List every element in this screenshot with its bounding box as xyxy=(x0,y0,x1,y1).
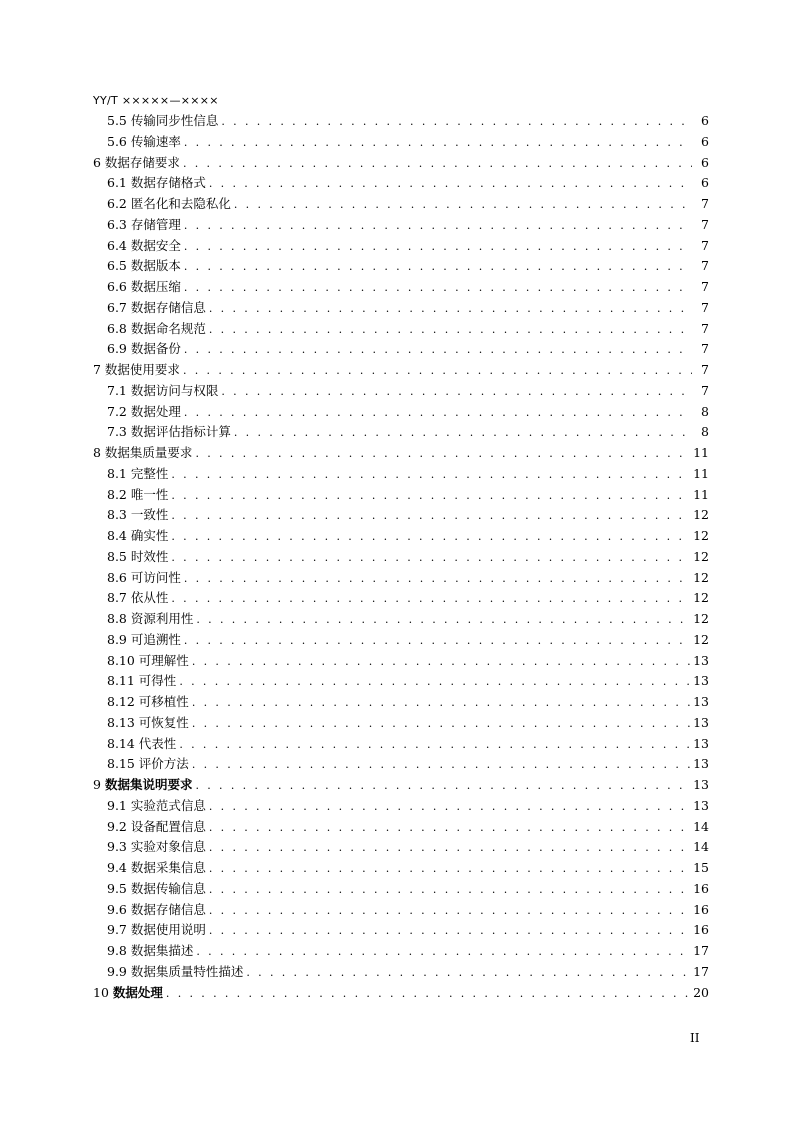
toc-entry-page: 7 xyxy=(701,216,709,232)
toc-entry-label: 7.3 数据评估指标计算 xyxy=(107,424,231,440)
toc-entry[interactable] xyxy=(93,568,709,589)
toc-entry-label: 9.5 数据传输信息 xyxy=(107,880,206,896)
toc-leader-dots xyxy=(192,755,690,776)
toc-entry[interactable] xyxy=(93,464,709,485)
toc-entry-page: 15 xyxy=(693,860,709,875)
toc-entry-label: 7.2 数据处理 xyxy=(107,403,181,419)
toc-entry[interactable] xyxy=(93,547,709,568)
toc-entry-label: 9.9 数据集质量特性描述 xyxy=(107,963,244,979)
toc-entry-label: 8.6 可访问性 xyxy=(107,569,181,585)
toc-leader-dots xyxy=(196,610,690,631)
page-number: II xyxy=(690,1031,700,1045)
toc-entry-label: 6.3 存储管理 xyxy=(107,216,181,232)
toc-entry-page: 13 xyxy=(693,694,709,709)
toc-entry[interactable] xyxy=(93,236,709,257)
toc-entry-page: 13 xyxy=(693,652,709,668)
toc-leader-dots xyxy=(184,340,692,361)
toc-entry[interactable] xyxy=(93,422,709,443)
toc-entry-label: 6.7 数据存储信息 xyxy=(107,299,206,315)
toc-entry-label: 8.7 依从性 xyxy=(107,590,169,606)
toc-leader-dots xyxy=(195,444,690,465)
toc-entry[interactable] xyxy=(93,588,709,609)
toc-leader-dots xyxy=(184,569,690,590)
toc-entry-page: 16 xyxy=(693,901,709,917)
toc-leader-dots xyxy=(246,963,690,984)
toc-entry-label: 9.6 数据存储信息 xyxy=(107,901,206,917)
toc-entry-label: 8.13 可恢复性 xyxy=(107,714,189,730)
toc-entry-label: 8.8 资源利用性 xyxy=(107,611,194,626)
toc-entry-page: 12 xyxy=(693,569,709,585)
toc-leader-dots xyxy=(183,154,692,175)
toc-entry-label: 8.9 可追溯性 xyxy=(107,631,181,647)
toc-entry[interactable] xyxy=(93,360,709,381)
toc-leader-dots xyxy=(209,859,690,880)
toc-entry-page: 14 xyxy=(693,818,709,834)
toc-entry[interactable] xyxy=(93,443,709,464)
toc-entry[interactable] xyxy=(93,256,709,277)
toc-entry[interactable] xyxy=(93,609,709,630)
toc-entry-page: 11 xyxy=(693,486,709,502)
toc-leader-dots xyxy=(171,506,690,527)
toc-entry-label: 6.6 数据压缩 xyxy=(107,279,181,294)
toc-entry-label: 8.12 可移植性 xyxy=(107,694,189,709)
toc-leader-dots xyxy=(209,299,692,320)
toc-entry-label: 6.9 数据备份 xyxy=(107,341,181,357)
toc-entry-label: 8.4 确实性 xyxy=(107,528,169,543)
toc-entry[interactable] xyxy=(93,173,709,194)
toc-entry[interactable] xyxy=(93,215,709,236)
toc-entry-label: 6.2 匿名化和去隐私化 xyxy=(107,196,231,211)
toc-entry[interactable] xyxy=(93,319,709,340)
toc-leader-dots xyxy=(184,237,692,258)
toc-leader-dots xyxy=(179,672,690,693)
toc-entry-page: 12 xyxy=(693,507,709,523)
toc-entry-page: 7 xyxy=(701,362,709,377)
toc-leader-dots xyxy=(171,486,690,507)
toc-entry[interactable] xyxy=(93,734,709,755)
toc-leader-dots xyxy=(192,652,690,673)
toc-entry-label: 9.8 数据集描述 xyxy=(107,943,194,958)
toc-entry-page: 8 xyxy=(701,424,709,440)
toc-entry-label: 9.4 数据采集信息 xyxy=(107,860,206,875)
toc-entry-page: 6 xyxy=(701,113,709,128)
toc-entry-page: 13 xyxy=(693,777,709,792)
toc-entry[interactable] xyxy=(93,132,709,153)
toc-entry[interactable] xyxy=(93,402,709,423)
toc-entry[interactable] xyxy=(93,900,709,921)
toc-entry-page: 11 xyxy=(693,465,709,481)
toc-entry[interactable] xyxy=(93,298,709,319)
toc-entry-page: 16 xyxy=(693,880,709,896)
toc-entry-page: 13 xyxy=(693,797,709,813)
toc-entry-page: 7 xyxy=(701,237,709,253)
toc-entry-label: 5.6 传输速率 xyxy=(107,133,181,149)
toc-entry[interactable] xyxy=(93,630,709,651)
toc-entry-page: 16 xyxy=(693,922,709,938)
toc-entry-page: 7 xyxy=(701,341,709,357)
toc-leader-dots xyxy=(192,714,690,735)
toc-entry-page: 7 xyxy=(701,258,709,274)
toc-entry-page: 6 xyxy=(701,133,709,149)
toc-entry-page: 12 xyxy=(693,611,709,626)
toc-entry-label: 9.1 实验范式信息 xyxy=(107,797,206,813)
toc-leader-dots xyxy=(171,465,690,486)
toc-entry-label: 8.5 时效性 xyxy=(107,548,169,564)
toc-entry-page: 6 xyxy=(701,154,709,170)
toc-leader-dots xyxy=(192,693,690,714)
toc-leader-dots xyxy=(221,382,692,403)
toc-entry-label: 8.15 评价方法 xyxy=(107,756,189,772)
toc-leader-dots xyxy=(184,403,692,424)
toc-leader-dots xyxy=(221,112,692,133)
toc-entry-page: 7 xyxy=(701,382,709,398)
toc-entry[interactable] xyxy=(93,111,709,132)
toc-leader-dots xyxy=(196,942,690,963)
toc-entry-page: 11 xyxy=(693,445,709,460)
document-header-id: YY/T ×××××—×××× xyxy=(93,94,219,107)
toc-entry-page: 13 xyxy=(693,756,709,772)
toc-entry-label: 8.3 一致性 xyxy=(107,507,169,523)
toc-entry[interactable] xyxy=(93,858,709,879)
toc-leader-dots xyxy=(209,838,690,859)
toc-entry[interactable] xyxy=(93,941,709,962)
toc-entry[interactable] xyxy=(93,713,709,734)
toc-entry-page: 17 xyxy=(693,963,709,979)
toc-leader-dots xyxy=(171,527,690,548)
toc-entry-label: 7.1 数据访问与权限 xyxy=(107,382,219,398)
table-of-contents xyxy=(93,111,709,1003)
toc-leader-dots xyxy=(166,984,690,1005)
toc-entry-label: 8.1 完整性 xyxy=(107,465,169,481)
toc-leader-dots xyxy=(234,423,692,444)
toc-entry[interactable] xyxy=(93,983,709,1004)
toc-leader-dots xyxy=(234,195,692,216)
toc-entry[interactable] xyxy=(93,754,709,775)
toc-entry[interactable] xyxy=(93,796,709,817)
toc-entry[interactable] xyxy=(93,526,709,547)
toc-entry-label: 9.2 设备配置信息 xyxy=(107,818,206,834)
toc-entry-label: 8.11 可得性 xyxy=(107,673,177,689)
toc-entry-page: 12 xyxy=(693,548,709,564)
toc-entry[interactable] xyxy=(93,837,709,858)
toc-entry[interactable] xyxy=(93,339,709,360)
toc-entry[interactable] xyxy=(93,817,709,838)
toc-entry-label: 7 数据使用要求 xyxy=(93,362,180,377)
toc-leader-dots xyxy=(209,797,690,818)
toc-entry-label: 8.14 代表性 xyxy=(107,735,177,751)
toc-entry-page: 7 xyxy=(701,279,709,294)
toc-leader-dots xyxy=(184,257,692,278)
toc-entry[interactable] xyxy=(93,381,709,402)
toc-entry[interactable] xyxy=(93,920,709,941)
toc-entry-label: 8.10 可理解性 xyxy=(107,652,189,668)
toc-entry[interactable] xyxy=(93,775,709,796)
toc-entry-label: 6 数据存储要求 xyxy=(93,154,180,170)
toc-entry[interactable] xyxy=(93,153,709,174)
toc-entry-page: 13 xyxy=(693,673,709,689)
toc-entry-page: 6 xyxy=(701,175,709,191)
toc-entry-label: 6.5 数据版本 xyxy=(107,258,181,274)
toc-entry[interactable] xyxy=(93,485,709,506)
toc-leader-dots xyxy=(171,548,690,569)
toc-entry-page: 8 xyxy=(701,403,709,419)
toc-entry-page: 12 xyxy=(693,528,709,543)
toc-entry-page: 12 xyxy=(693,631,709,647)
toc-leader-dots xyxy=(184,278,692,299)
toc-leader-dots xyxy=(195,776,690,797)
toc-entry-page: 14 xyxy=(693,839,709,855)
toc-entry[interactable] xyxy=(93,277,709,298)
toc-leader-dots xyxy=(209,921,690,942)
toc-entry-label: 5.5 传输同步性信息 xyxy=(107,113,219,128)
toc-leader-dots xyxy=(184,133,692,154)
toc-entry-page: 12 xyxy=(693,590,709,606)
toc-leader-dots xyxy=(209,818,690,839)
toc-leader-dots xyxy=(171,589,690,610)
toc-entry[interactable] xyxy=(93,671,709,692)
toc-entry-page: 7 xyxy=(701,299,709,315)
toc-leader-dots xyxy=(209,320,692,341)
toc-entry-label: 9.3 实验对象信息 xyxy=(107,839,206,855)
toc-entry-label: 10 数据处理 xyxy=(93,984,163,1000)
toc-leader-dots xyxy=(184,631,690,652)
toc-entry-page: 20 xyxy=(693,984,709,1000)
toc-entry[interactable] xyxy=(93,651,709,672)
toc-entry-page: 13 xyxy=(693,714,709,730)
toc-entry[interactable] xyxy=(93,692,709,713)
toc-entry-page: 7 xyxy=(701,320,709,336)
toc-entry-label: 8 数据集质量要求 xyxy=(93,445,193,460)
toc-entry-page: 7 xyxy=(701,196,709,211)
toc-leader-dots xyxy=(209,880,690,901)
toc-leader-dots xyxy=(209,901,690,922)
toc-entry-label: 6.8 数据命名规范 xyxy=(107,320,206,336)
toc-entry-label: 6.1 数据存储格式 xyxy=(107,175,206,191)
toc-entry[interactable] xyxy=(93,879,709,900)
toc-leader-dots xyxy=(183,361,692,382)
toc-entry[interactable] xyxy=(93,962,709,983)
toc-entry-page: 17 xyxy=(693,943,709,958)
toc-entry-label: 6.4 数据安全 xyxy=(107,237,181,253)
toc-entry-page: 13 xyxy=(693,735,709,751)
toc-entry-label: 9.7 数据使用说明 xyxy=(107,922,206,938)
toc-entry-label: 9 数据集说明要求 xyxy=(93,777,193,792)
toc-leader-dots xyxy=(209,174,692,195)
toc-entry[interactable] xyxy=(93,505,709,526)
toc-leader-dots xyxy=(184,216,692,237)
toc-entry[interactable] xyxy=(93,194,709,215)
toc-leader-dots xyxy=(179,735,690,756)
toc-entry-label: 8.2 唯一性 xyxy=(107,486,169,502)
